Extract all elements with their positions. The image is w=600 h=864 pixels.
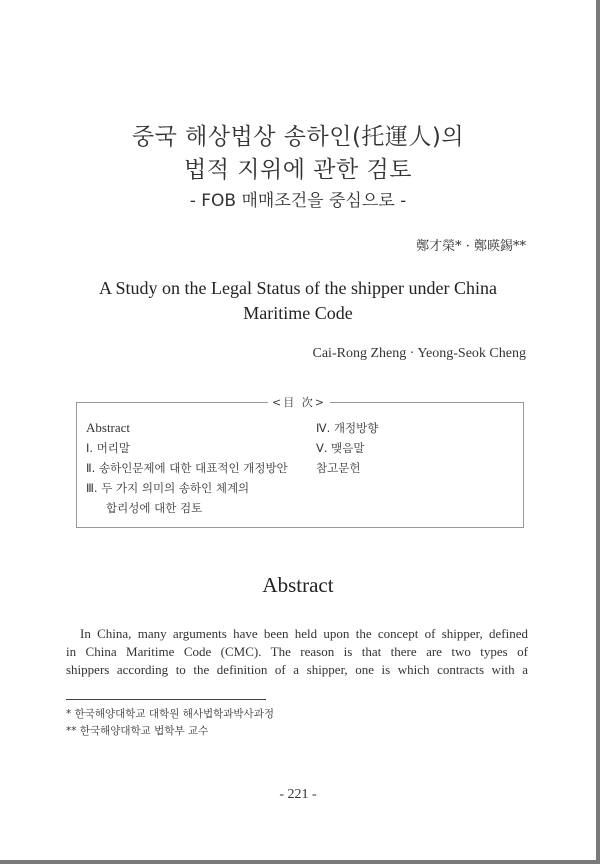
- toc-left-column: [86, 418, 288, 518]
- toc-item-two-meanings-cont[interactable]: 합리성에 대한 검토: [106, 501, 203, 515]
- footnote-2: ** 한국해양대학교 법학부 교수: [66, 725, 209, 737]
- abstract-heading: Abstract: [262, 573, 334, 597]
- toc-item-two-meanings[interactable]: Ⅲ. 두 가지 의미의 송하인 체계의: [86, 481, 250, 495]
- page-edge-bottom: [0, 860, 600, 864]
- footnote-1: * 한국해양대학교 대학원 해사법학과박사과정: [66, 708, 274, 720]
- abstract-line: shippers according to the definition of a shipper, one is which contracts with a: [66, 662, 528, 677]
- toc-right-column: [316, 418, 378, 478]
- toc-heading: <目 次>: [268, 394, 330, 410]
- abstract-line: In China, many arguments have been held upon the concept of shipper, defined: [80, 626, 528, 641]
- toc-item-revision-direction[interactable]: Ⅳ. 개정방향: [316, 421, 379, 435]
- page-number: - 221 -: [279, 787, 317, 802]
- toc-item-revision-proposals[interactable]: Ⅱ. 송하인문제에 대한 대표적인 개정방안: [86, 461, 288, 475]
- toc-item-conclusion[interactable]: Ⅴ. 맺음말: [316, 441, 365, 455]
- abstract-line: in China Maritime Code (CMC). The reason is that there are two types of: [66, 644, 528, 659]
- page-edge-right: [596, 0, 600, 864]
- title-korean-line2: 법적 지위에 관한 검토: [184, 157, 412, 183]
- title-english-line2: Maritime Code: [243, 303, 353, 323]
- abstract-body: [66, 625, 528, 679]
- toc-item-references[interactable]: 참고문헌: [316, 461, 361, 475]
- title-korean-line1: 중국 해상법상 송하인(托運人)의: [131, 124, 465, 150]
- authors-english: Cai-Rong Zheng · Yeong-Seok Cheng: [312, 346, 526, 361]
- authors-korean: 鄭才榮* · 鄭暎錫**: [416, 239, 526, 254]
- toc-item-abstract[interactable]: Abstract: [86, 420, 131, 435]
- subtitle-korean: - FOB 매매조건을 중심으로 -: [189, 191, 407, 211]
- toc-item-introduction[interactable]: Ⅰ. 머리말: [86, 441, 131, 455]
- footnote-divider: [66, 699, 266, 700]
- title-english-line1: A Study on the Legal Status of the shipper under China: [99, 278, 497, 298]
